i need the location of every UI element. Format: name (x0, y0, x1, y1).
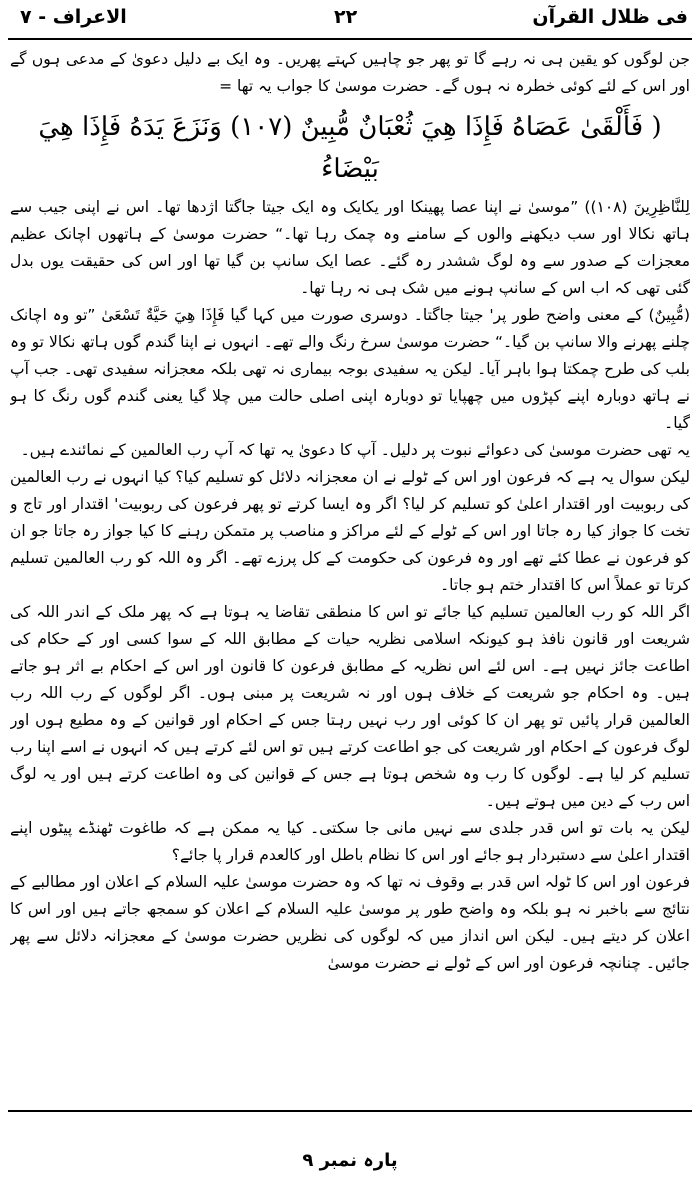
footer-divider (8, 1110, 692, 1112)
paragraph-question: لیکن سوال یہ ہے کہ فرعون اور اس کے ٹولے نے ان معجزانہ دلائل کو تسلیم کیا؟ کیا انہوں نے رب العالمین کی ربوبیت اور اقتدار اعلیٰ کو تسلیم کر لیا؟ اگر وہ ایسا کرتے تو پھر فرعون کی ربوبیت' اقتدار اور تاج و تخت کا جواز کیا رہ جاتا اور اس کے ٹولے کے لئے مراکز و مناصب پر متمکن رہنے کا کیا جواز رہ جاتا جو ان کو فرعون نے عطا کئے تھے اور وہ فرعون کی حکومت کے کل پرزے تھے۔ اگر وہ اللہ کو رب العالمین تسلیم کرتا تو عملاً اس کا اقتدار ختم ہو جاتا۔ (10, 468, 690, 594)
paragraph-claim: یہ تھی حضرت موسیٰ کی دعوائے نبوت پر دلیل۔ آپ کا دعویٰ یہ تھا کہ آپ رب العالمین کے نمائندے ہیں۔ (20, 441, 690, 459)
quran-verse: ( فَأَلْقَىٰ عَصَاهُ فَإِذَا هِيَ ثُعْبَانٌ مُّبِينٌ (۱۰۷) وَنَزَعَ يَدَهُ فَإِذَا هِيَ بَيْضَاءُ (38, 112, 662, 184)
para-number: پارہ نمبر ۹ (302, 1150, 398, 1171)
paragraph-mubin: (مُّبِينٌ) کے معنی واضح طور پر' جیتا جاگتا۔ دوسری صورت میں کہا گیا فَإِذَا هِيَ حَيَّةٌ تَسْعَىٰ ”تو وہ اچانک چلنے پھرنے والا سانپ بن گیا۔“ حضرت موسیٰ سرخ رنگ والے تھے۔ انہوں نے اپنا گندم گوں ہاتھ نکالا تو وہ بلب کی طرح چمکتا ہوا باہر آیا۔ لیکن یہ سفیدی بوجہ بیماری نہ تھی بلکہ معجزانہ سفیدی تھی۔ جب آپ نے ہاتھ دوبارہ اپنے کپڑوں میں چھپایا تو دوبارہ اپنی اصلی حالت میں چلا گیا یعنی گندم گوں رنگ کا ہو گیا۔ (10, 306, 690, 432)
surah-name: الاعراف - ۷ (20, 6, 127, 28)
page-body (10, 46, 690, 1106)
book-title: فی ظلال القرآن (532, 6, 688, 28)
page-header (6, 6, 692, 36)
paragraph-translation: لِلنَّاظِرِينَ (۱۰۸)) ”موسیٰ نے اپنا عصا پھینکا اور یکایک وہ ایک جیتا جاگتا اژدھا تھا۔ اس نے اپنی جیب سے ہاتھ نکالا اور سب دیکھنے والوں کے سامنے وہ چمک رہا تھا۔“ حضرت موسیٰ کے ہاتھوں اچانک عظیم معجزات کے صدور سے وہ لوگ ششدر رہ گئے۔ عصا ایک سانپ بن گیا تھا اور اس کی حقیقت یوں بدل گئی تھی کہ اب اس کے سانپ ہونے میں شک ہی نہ رہا تھا۔ (10, 198, 690, 297)
paragraph-sovereignty: اگر اللہ کو رب العالمین تسلیم کیا جائے تو اس کا منطقی تقاضا یہ ہوتا ہے کہ پھر ملک کے اندر اللہ کی شریعت اور قانون نافذ ہو کیونکہ اسلامی نظریہ حیات کے مطابق اللہ کے سوا کسی اور کے حکام کی اطاعت جائز نہیں ہے۔ اس لئے اس نظریہ کے مطابق فرعون کا قانون اور اس کے احکام بے اثر ہو جاتے ہیں۔ وہ احکام جو شریعت کے خلاف ہوں اور نہ شریعت پر مبنی ہوں۔ اگر لوگوں کے رب اللہ رب العالمین قرار پائیں تو پھر ان کا کوئی اور رب نہیں رہتا جس کے احکام اور قوانین کے وہ مطیع ہوں اور لوگ فرعون کے احکام اور شریعت کی جو اطاعت کرتے ہیں تو اس لئے کرتے ہیں کہ انہوں نے اسے اپنا رب تسلیم کر لیا ہے۔ لوگوں کا رب وہ شخص ہوتا ہے جس کے قوانین کی وہ اطاعت کرتے ہیں اور یہ لوگ اس رب کے دین میں ہوتے ہیں۔ (10, 603, 690, 810)
paragraph-taghut: لیکن یہ بات تو اس قدر جلدی سے نہیں مانی جا سکتی۔ کیا یہ ممکن ہے کہ طاغوت ٹھنڈے پیٹوں اپنے اقتدار اعلیٰ سے دستبردار ہو جائے اور اس کا نظام باطل اور کالعدم قرار پا جائے؟ (10, 819, 690, 864)
page-number: ۲۲ (334, 6, 358, 28)
paragraph-pharaoh: فرعون اور اس کا ٹولہ اس قدر بے وقوف نہ تھا کہ وہ حضرت موسیٰ علیہ السلام کے اعلان اور مطالبے کے نتائج سے باخبر نہ ہو بلکہ وہ واضح طور پر موسیٰ علیہ السلام کے اعلان کو سمجھ جاتے ہیں اور اس کا اعلان کر دیتے ہیں۔ لیکن اس انداز میں کہ لوگوں کی نظریں حضرت موسیٰ کے معجزانہ دلائل سے پھر جائیں۔ چنانچہ فرعون اور اس کے ٹولے نے حضرت موسیٰ (10, 873, 690, 972)
header-divider (8, 38, 692, 40)
paragraph-intro: جن لوگوں کو یقین ہی نہ رہے گا تو پھر جو چاہیں کہتے پھریں۔ وہ ایک بے دلیل دعویٰ کے مدعی ہوں گے اور اس کے لئے کوئی خطرہ نہ ہوں گے۔ حضرت موسیٰ کا جواب یہ تھا = (10, 50, 690, 95)
